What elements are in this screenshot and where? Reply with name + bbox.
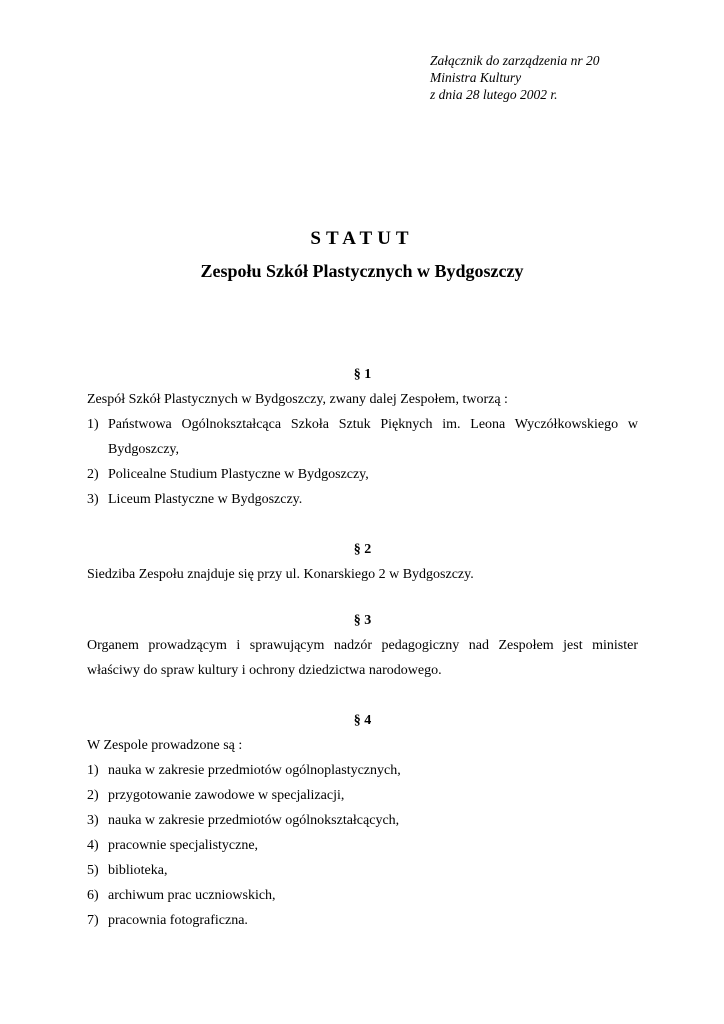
list-item (87, 412, 638, 462)
section-2 (87, 537, 638, 587)
list-item-number: 3) (87, 813, 99, 828)
attachment-note (430, 52, 600, 103)
list-item-text: Państwowa Ogólnokształcąca Szkoła Sztuk Pięknych im. Leona Wyczółkowskiego w Bydgoszczy, (108, 417, 638, 457)
list-item-text: nauka w zakresie przedmiotów ogólnokształcących, (108, 813, 400, 828)
list-item-text: pracownie specjalistyczne, (108, 838, 259, 853)
list-item-text: Liceum Plastyczne w Bydgoszczy. (108, 492, 303, 507)
section-3 (87, 608, 638, 683)
list-item (87, 858, 638, 883)
list-item (87, 487, 638, 512)
document-subtitle: Zespołu Szkół Plastycznych w Bydgoszczy (200, 261, 524, 281)
section-3-text: Organem prowadzącym i sprawującym nadzór pedagogiczny nad Zespołem jest minister właściwy do spraw kultury i ochrony dziedzictwa narodowego. (87, 638, 638, 678)
section-1 (87, 362, 638, 512)
list-item-text: archiwum prac uczniowskich, (108, 888, 276, 903)
list-item (87, 883, 638, 908)
attachment-line-3: z dnia 28 lutego 2002 r. (430, 87, 558, 102)
section-4-heading: § 4 (353, 713, 372, 728)
list-item-number: 6) (87, 888, 99, 903)
list-item-text: przygotowanie zawodowe w specjalizacji, (108, 788, 345, 803)
list-item-number: 2) (87, 788, 99, 803)
section-2-heading: § 2 (353, 542, 372, 557)
list-item-number: 1) (87, 417, 99, 432)
list-item-number: 1) (87, 763, 99, 778)
list-item (87, 833, 638, 858)
list-item-number: 2) (87, 467, 99, 482)
list-item-text: pracownia fotograficzna. (108, 913, 248, 928)
list-item-number: 4) (87, 838, 99, 853)
list-item-text: Policealne Studium Plastyczne w Bydgoszczy, (108, 467, 369, 482)
list-item (87, 783, 638, 808)
list-item (87, 462, 638, 487)
section-1-intro: Zespół Szkół Plastycznych w Bydgoszczy, zwany dalej Zespołem, tworzą : (87, 392, 508, 407)
list-item (87, 758, 638, 783)
list-item-number: 3) (87, 492, 99, 507)
attachment-line-2: Ministra Kultury (430, 70, 522, 85)
list-item-text: nauka w zakresie przedmiotów ogólnoplastycznych, (108, 763, 401, 778)
list-item-text: biblioteka, (108, 863, 168, 878)
section-2-text: Siedziba Zespołu znajduje się przy ul. Konarskiego 2 w Bydgoszczy. (87, 567, 474, 582)
list-item-number: 7) (87, 913, 99, 928)
attachment-line-1: Załącznik do zarządzenia nr 20 (430, 53, 600, 68)
section-1-heading: § 1 (353, 367, 372, 382)
list-item-number: 5) (87, 863, 99, 878)
document-body (87, 362, 638, 933)
section-3-heading: § 3 (353, 613, 372, 628)
section-4 (87, 708, 638, 933)
document-title: STATUT (310, 228, 414, 249)
list-item (87, 808, 638, 833)
list-item (87, 908, 638, 933)
section-4-intro: W Zespole prowadzone są : (87, 738, 243, 753)
